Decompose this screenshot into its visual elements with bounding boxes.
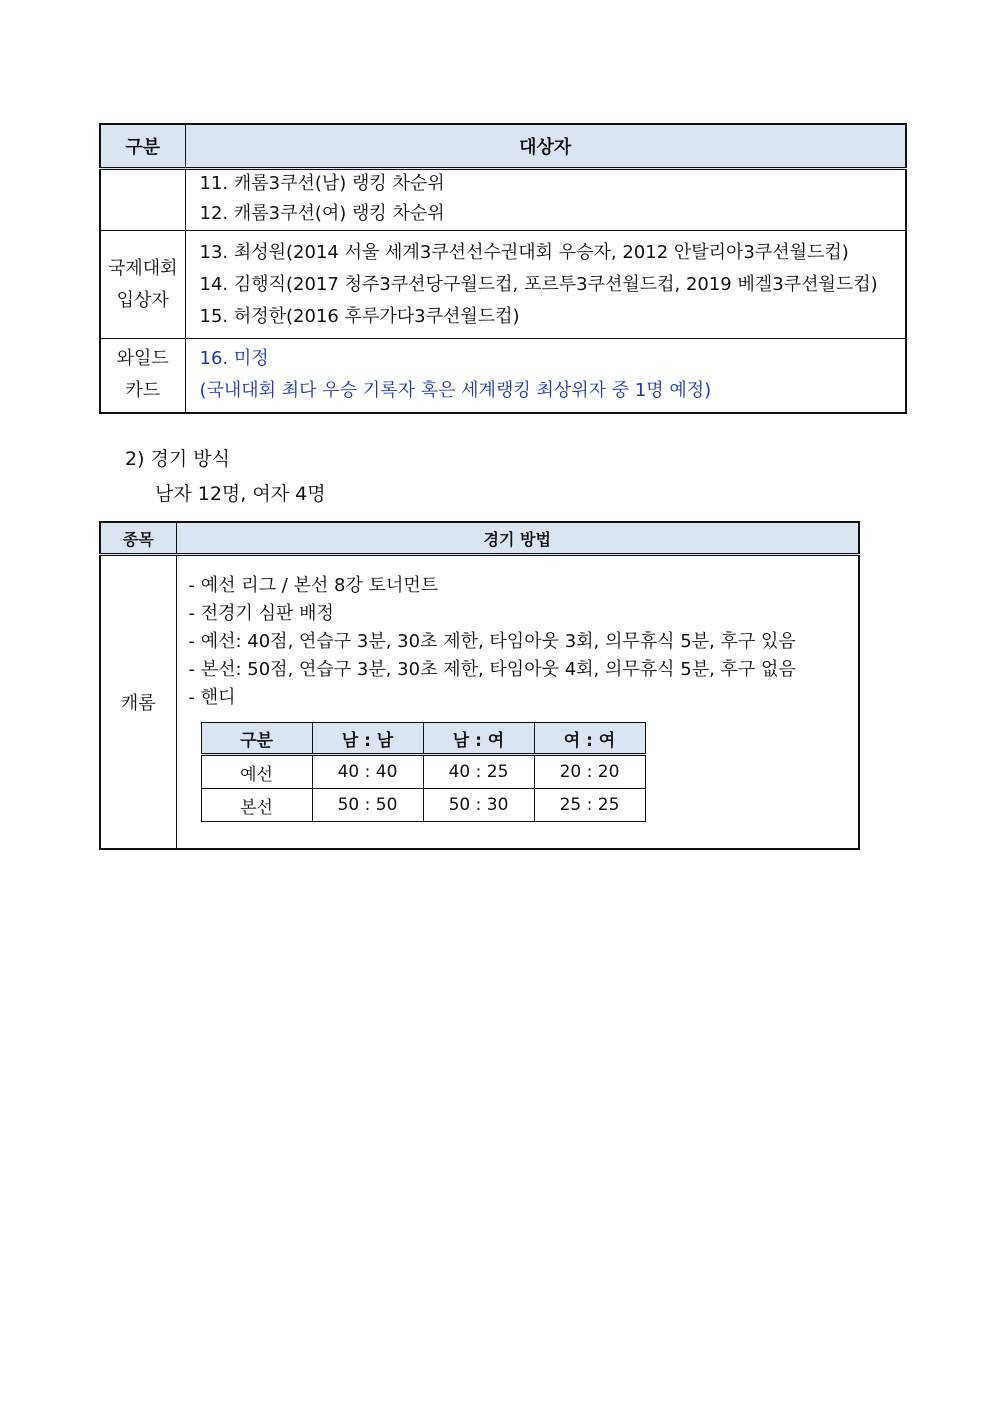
rule-item: - 예선: 40점, 연습구 3분, 30초 제한, 타임아웃 3회, 의무휴식 5분, 후구 있음	[188, 631, 796, 652]
handicap-cell: 예선	[201, 755, 312, 789]
group-continued-row	[100, 169, 906, 231]
table-row	[201, 755, 645, 789]
group-continued-list	[185, 169, 906, 231]
table-row	[201, 789, 645, 822]
header-method: 경기 방법	[176, 522, 859, 555]
list-item: 16. 미정	[199, 348, 269, 370]
handicap-header: 구분	[201, 723, 312, 755]
handicap-cell: 20 : 20	[534, 755, 645, 789]
handicap-header: 남 : 여	[423, 723, 534, 755]
category-label: 와일드 카드	[116, 348, 169, 402]
participants-table	[99, 123, 907, 414]
list-item: 12. 캐롬3쿠션(여) 랭킹 차순위	[199, 203, 445, 224]
match-method	[176, 555, 859, 850]
handicap-header-row	[201, 723, 645, 755]
carom-row	[100, 555, 859, 850]
rule-item: - 전경기 심판 배정	[188, 603, 334, 624]
rule-item: - 핸디	[188, 687, 236, 708]
handicap-cell: 50 : 50	[312, 789, 423, 822]
group-wildcard-category	[100, 339, 185, 413]
handicap-table	[201, 722, 646, 822]
event-name: 캐롬	[100, 555, 176, 850]
category-label: 국제대회 입상자	[107, 257, 178, 311]
header-event: 종목	[100, 522, 176, 555]
participants-header-row	[100, 124, 906, 169]
group-international-list	[185, 231, 906, 339]
list-item: 14. 김행직(2017 청주3쿠션당구월드컵, 포르투3쿠션월드컵, 2019 베겔3쿠션월드컵)	[199, 273, 878, 295]
header-participants: 대상자	[185, 124, 906, 169]
match-format-header-row	[100, 522, 859, 555]
handicap-cell: 40 : 40	[312, 755, 423, 789]
list-item: 13. 최성원(2014 서울 세계3쿠션선수권대회 우승자, 2012 안탈리아3쿠션월드컵)	[199, 241, 849, 263]
handicap-cell: 40 : 25	[423, 755, 534, 789]
header-category: 구분	[100, 124, 185, 169]
rule-item: - 본선: 50점, 연습구 3분, 30초 제한, 타임아웃 4회, 의무휴식 5분, 후구 없음	[188, 659, 796, 680]
group-continued-category	[100, 169, 185, 231]
group-wildcard-row	[100, 339, 906, 413]
handicap-cell: 본선	[201, 789, 312, 822]
group-international-row	[100, 231, 906, 339]
handicap-cell: 25 : 25	[534, 789, 645, 822]
match-format-table	[99, 521, 860, 850]
rule-item: - 예선 리그 / 본선 8강 토너먼트	[188, 575, 439, 596]
section-heading: 2) 경기 방식	[125, 448, 230, 470]
handicap-header: 여 : 여	[534, 723, 645, 755]
group-international-category	[100, 231, 185, 339]
handicap-header: 남 : 남	[312, 723, 423, 755]
group-wildcard-list	[185, 339, 906, 413]
list-item: 15. 허정한(2016 후루가다3쿠션월드컵)	[199, 305, 520, 327]
list-item: 11. 캐롬3쿠션(남) 랭킹 차순위	[199, 173, 445, 194]
handicap-cell: 50 : 30	[423, 789, 534, 822]
section-subtitle: 남자 12명, 여자 4명	[155, 483, 326, 505]
list-item: (국내대회 최다 우승 기록자 혹은 세계랭킹 최상위자 중 1명 예정)	[199, 380, 712, 402]
